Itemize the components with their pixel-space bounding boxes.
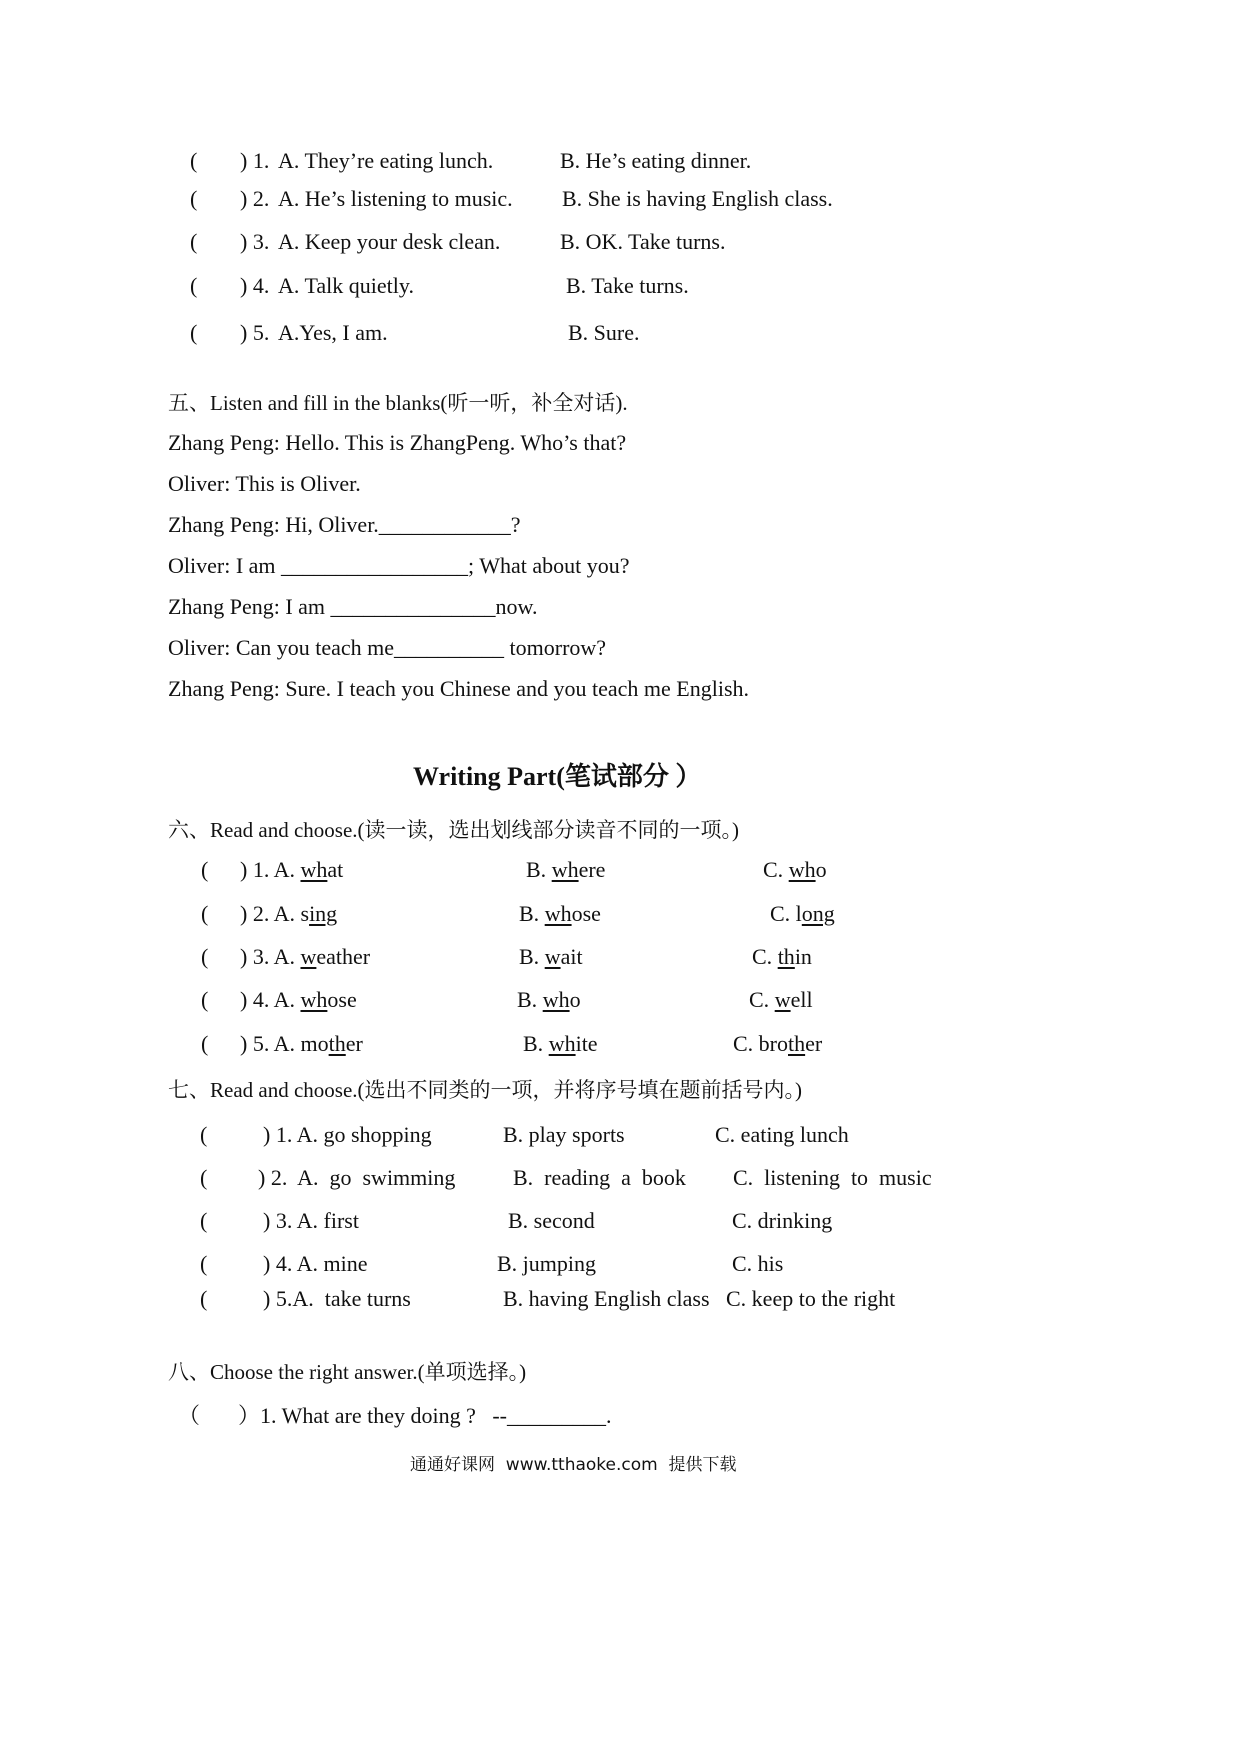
option-c: C. drinking [732, 1208, 833, 1233]
answer-paren: ( [201, 944, 209, 969]
option-c: C. thin [752, 944, 812, 969]
question-number: ) 2. [240, 186, 270, 211]
option-b: B. having English class [503, 1286, 710, 1311]
question-number: ) 4. [240, 273, 270, 298]
option-a: A. Talk quietly. [278, 273, 414, 298]
option-a: A. They’re eating lunch. [278, 148, 494, 173]
option-b: B. second [508, 1208, 595, 1233]
option-b: B. She is having English class. [562, 186, 833, 211]
option-b: B. wait [519, 944, 583, 969]
option-a: ) 2. A. go swimming [258, 1165, 456, 1190]
option-b: B. play sports [503, 1122, 625, 1147]
section-heading: 六、Read and choose.(读一读，选出划线部分读音不同的一项。) [168, 818, 740, 842]
option-b: B. OK. Take turns. [560, 229, 726, 254]
answer-paren: ( [190, 320, 198, 345]
answer-paren: ( [200, 1165, 208, 1190]
answer-paren: ( [190, 273, 198, 298]
option-c: C. brother [733, 1031, 823, 1056]
writing-part-title: Writing Part(笔试部分 ） [413, 762, 702, 791]
answer-paren: ( [201, 901, 209, 926]
option-b: B. white [523, 1031, 598, 1056]
answer-paren: ( [201, 857, 209, 882]
question-text: ）1. What are they doing ? --_________. [238, 1403, 612, 1428]
dialogue-line: Zhang Peng: I am _______________now. [168, 594, 538, 619]
answer-paren: ( [190, 148, 198, 173]
option-a: A.Yes, I am. [278, 320, 388, 345]
option-c: C. keep to the right [726, 1286, 896, 1311]
option-c: C. listening to music [733, 1165, 932, 1190]
answer-paren: ( [200, 1251, 208, 1276]
dialogue-line: Oliver: This is Oliver. [168, 471, 361, 496]
dialogue-line: Zhang Peng: Hi, Oliver.____________? [168, 512, 521, 537]
answer-paren: ( [201, 1031, 209, 1056]
dialogue-line: Oliver: Can you teach me__________ tomorrow? [168, 635, 607, 660]
question-number: ) 3. [240, 229, 270, 254]
section-heading: 七、Read and choose.(选出不同类的一项，并将序号填在题前括号内。) [168, 1078, 803, 1102]
option-a: A. He’s listening to music. [278, 186, 513, 211]
option-a: A. Keep your desk clean. [278, 229, 501, 254]
option-c: C. eating lunch [715, 1122, 849, 1147]
option-c: C. well [749, 987, 813, 1012]
option-b: B. jumping [497, 1251, 597, 1276]
option-a: ) 3. A. first [263, 1208, 359, 1233]
option-c: C. who [763, 857, 827, 882]
answer-paren: （ [178, 1403, 201, 1428]
answer-paren: ( [190, 186, 198, 211]
option-a: ) 4. A. mine [263, 1251, 368, 1276]
option-a: ) 1. A. what [240, 857, 344, 882]
answer-paren: ( [200, 1208, 208, 1233]
option-a: ) 2. A. sing [240, 901, 338, 926]
option-a: ) 5.A. take turns [263, 1286, 411, 1311]
answer-paren: ( [190, 229, 198, 254]
question-number: ) 1. [240, 148, 270, 173]
footer-source: 通通好课网 www.tthaoke.com 提供下载 [410, 1455, 737, 1475]
option-b: B. Sure. [568, 320, 640, 345]
dialogue-line: Oliver: I am _________________; What about you? [168, 553, 630, 578]
option-b: B. reading a book [513, 1165, 686, 1190]
section-heading: 八、Choose the right answer.(单项选择。) [168, 1360, 527, 1384]
dialogue-line: Zhang Peng: Sure. I teach you Chinese and you teach me English. [168, 676, 750, 701]
option-b: B. who [517, 987, 581, 1012]
dialogue-line: Zhang Peng: Hello. This is ZhangPeng. Who’s that? [168, 430, 627, 455]
option-b: B. He’s eating dinner. [560, 148, 752, 173]
option-a: ) 5. A. mother [240, 1031, 363, 1056]
section-heading: 五、Listen and fill in the blanks(听一听，补全对话). [168, 391, 628, 415]
option-b: B. whose [519, 901, 601, 926]
answer-paren: ( [200, 1286, 208, 1311]
answer-paren: ( [201, 987, 209, 1012]
option-a: ) 3. A. weather [240, 944, 371, 969]
option-c: C. long [770, 901, 835, 926]
option-c: C. his [732, 1251, 784, 1276]
option-b: B. Take turns. [566, 273, 689, 298]
option-a: ) 4. A. whose [240, 987, 357, 1012]
option-b: B. where [526, 857, 606, 882]
question-number: ) 5. [240, 320, 270, 345]
answer-paren: ( [200, 1122, 208, 1147]
option-a: ) 1. A. go shopping [263, 1122, 432, 1147]
